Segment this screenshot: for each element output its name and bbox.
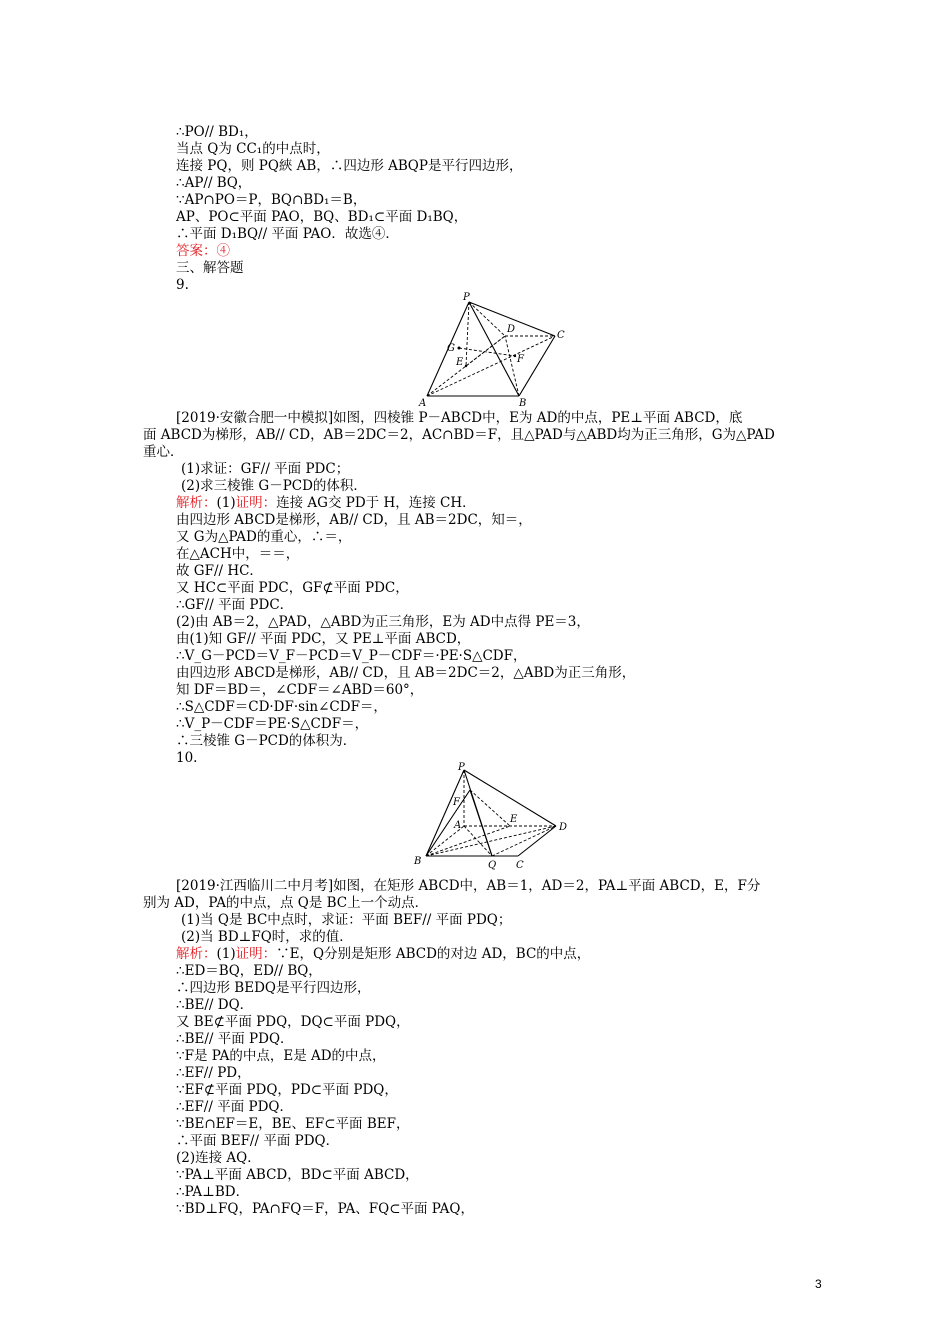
pyramid-figure-1 xyxy=(415,290,585,408)
text-line: ∴平面 D₁BQ// 平面 PAO．故选④． xyxy=(176,226,399,242)
solution-line: ∴GF// 平面 PDC． xyxy=(176,597,294,613)
vertex-label-b: B xyxy=(414,856,422,867)
solution-line: 在△ACH中，＝＝， xyxy=(176,546,300,562)
subquestion: (1)求证：GF// 平面 PDC； xyxy=(181,461,350,477)
solution-line: ∴四边形 BEDQ是平行四边形， xyxy=(176,980,371,996)
solution-text: 连接 AG交 PD于 H，连接 CH． xyxy=(276,495,476,511)
solution-line: ∵BD⊥FQ，PA∩FQ＝F，PA、FQ⊂平面 PAQ， xyxy=(176,1201,474,1217)
vertex-label-c: C xyxy=(516,860,524,871)
pyramid-figure-2 xyxy=(408,760,578,872)
page-number: 3 xyxy=(815,1277,822,1291)
problem-statement-line: 别为 AD，PA的中点，点 Q是 BC上一个动点． xyxy=(143,895,429,911)
question-number: 10. xyxy=(176,750,198,766)
solution-line: ∵EF⊄平面 PDQ，PD⊂平面 PDQ， xyxy=(176,1082,398,1098)
solution-line: 知 DF＝BD＝，∠CDF＝∠ABD＝60°， xyxy=(176,682,424,698)
solution-line: ∴EF// 平面 PDQ． xyxy=(176,1099,293,1115)
problem-statement-line: [2019·安徽合肥一中模拟]如图，四棱锥 P－ABCD中，E为 AD的中点，PE⊥平面 ABCD，底 xyxy=(176,410,743,426)
solution-line: 又 HC⊂平面 PDC，GF⊄平面 PDC， xyxy=(176,580,409,596)
point-label-e: E xyxy=(510,814,518,825)
solution-line: ∴EF// PD， xyxy=(176,1065,251,1081)
vertex-label-c: C xyxy=(557,330,565,341)
solution-line: ∴平面 BEF// 平面 PDQ． xyxy=(176,1133,340,1149)
problem-statement-line: 重心． xyxy=(143,444,184,460)
solution-line: ∵F是 PA的中点，E是 AD的中点， xyxy=(176,1048,386,1064)
vertex-label-d: D xyxy=(507,324,516,335)
subquestion: (2)求三棱锥 G－PCD的体积． xyxy=(181,478,367,494)
text-line: AP、PO⊂平面 PAO，BQ、BD₁⊂平面 D₁BQ， xyxy=(176,209,468,225)
proof-label: 证明： xyxy=(235,946,277,962)
text-line: 连接 PQ，则 PQ綊 AB，∴四边形 ABQP是平行四边形， xyxy=(176,158,523,174)
solution-line: ∴三棱锥 G－PCD的体积为． xyxy=(176,733,357,749)
vertex-label-d: D xyxy=(559,822,568,833)
vertex-label-b: B xyxy=(519,398,527,408)
problem-statement-line: 面 ABCD为梯形，AB// CD，AB＝2DC＝2，AC∩BD＝F，且△PAD与△ABD均为正三角形，G为△PAD xyxy=(143,427,775,443)
solution-label: 解析： xyxy=(176,946,217,962)
solution-line: 又 BE⊄平面 PDQ，DQ⊂平面 PDQ， xyxy=(176,1014,410,1030)
solution-text: ∵E，Q分别是矩形 ABCD的对边 AD，BC的中点， xyxy=(276,946,591,962)
solution-line: (2)由 AB＝2，△PAD，△ABD为正三角形，E为 AD中点得 PE＝3， xyxy=(176,614,590,630)
point-label-q: Q xyxy=(488,860,497,871)
answer-label: 答案：④ xyxy=(176,243,230,259)
text-line: 当点 Q为 CC₁的中点时， xyxy=(176,141,330,157)
solution-first-line xyxy=(176,495,476,512)
solution-label: 解析： xyxy=(176,495,217,511)
solution-line: ∴ED＝BQ，ED// BQ， xyxy=(176,963,322,979)
point-label-g: G xyxy=(447,343,455,354)
problem-statement-line: [2019·江西临川二中月考]如图，在矩形 ABCD中，AB＝1，AD＝2，PA⊥平面 ABCD，E，F分 xyxy=(176,878,761,894)
part-marker: (1) xyxy=(216,495,236,511)
solution-line: 又 G为△PAD的重心，∴＝， xyxy=(176,529,352,545)
vertex-label-a: A xyxy=(454,820,462,831)
point-label-e: E xyxy=(456,357,464,368)
vertex-label-p: P xyxy=(458,762,465,773)
part-marker: (1) xyxy=(216,946,236,962)
solution-line: ∴S△CDF＝CD·DF·sin∠CDF＝， xyxy=(176,699,387,715)
solution-line: (2)连接 AQ． xyxy=(176,1150,261,1166)
proof-label: 证明： xyxy=(235,495,277,511)
section-title: 三、解答题 xyxy=(176,260,244,276)
subquestion: (2)当 BD⊥FQ时，求的值． xyxy=(181,929,353,945)
question-number: 9. xyxy=(176,277,189,293)
solution-first-line xyxy=(176,946,590,963)
text-line: ∵AP∩PO＝P，BQ∩BD₁＝B， xyxy=(176,192,367,208)
solution-line: 故 GF// HC． xyxy=(176,563,263,579)
solution-line: ∴BE// DQ． xyxy=(176,997,254,1013)
solution-line: ∴BE// 平面 PDQ． xyxy=(176,1031,294,1047)
solution-line: 由四边形 ABCD是梯形，AB// CD，且 AB＝2DC，知＝， xyxy=(176,512,532,528)
solution-line: ∴V_G－PCD＝V_F－PCD＝V_P－CDF＝·PE·S△CDF， xyxy=(176,648,527,664)
vertex-label-a: A xyxy=(419,398,427,408)
solution-line: 由(1)知 GF// 平面 PDC，又 PE⊥平面 ABCD， xyxy=(176,631,471,647)
solution-line: ∵BE∩EF＝E，BE、EF⊂平面 BEF， xyxy=(176,1116,410,1132)
solution-line: 由四边形 ABCD是梯形，AB// CD，且 AB＝2DC＝2，△ABD为正三角形， xyxy=(176,665,636,681)
text-line: ∴PO// BD₁， xyxy=(176,124,258,140)
text-line: ∴AP// BQ， xyxy=(176,175,252,191)
vertex-label-p: P xyxy=(463,292,470,303)
solution-line: ∴PA⊥BD． xyxy=(176,1184,250,1200)
subquestion: (1)当 Q是 BC中点时，求证：平面 BEF// 平面 PDQ； xyxy=(181,912,512,928)
point-label-f: F xyxy=(453,797,460,808)
solution-line: ∴V_P－CDF＝PE·S△CDF＝， xyxy=(176,716,369,732)
solution-line: ∵PA⊥平面 ABCD，BD⊂平面 ABCD， xyxy=(176,1167,419,1183)
point-label-f: F xyxy=(517,354,524,365)
